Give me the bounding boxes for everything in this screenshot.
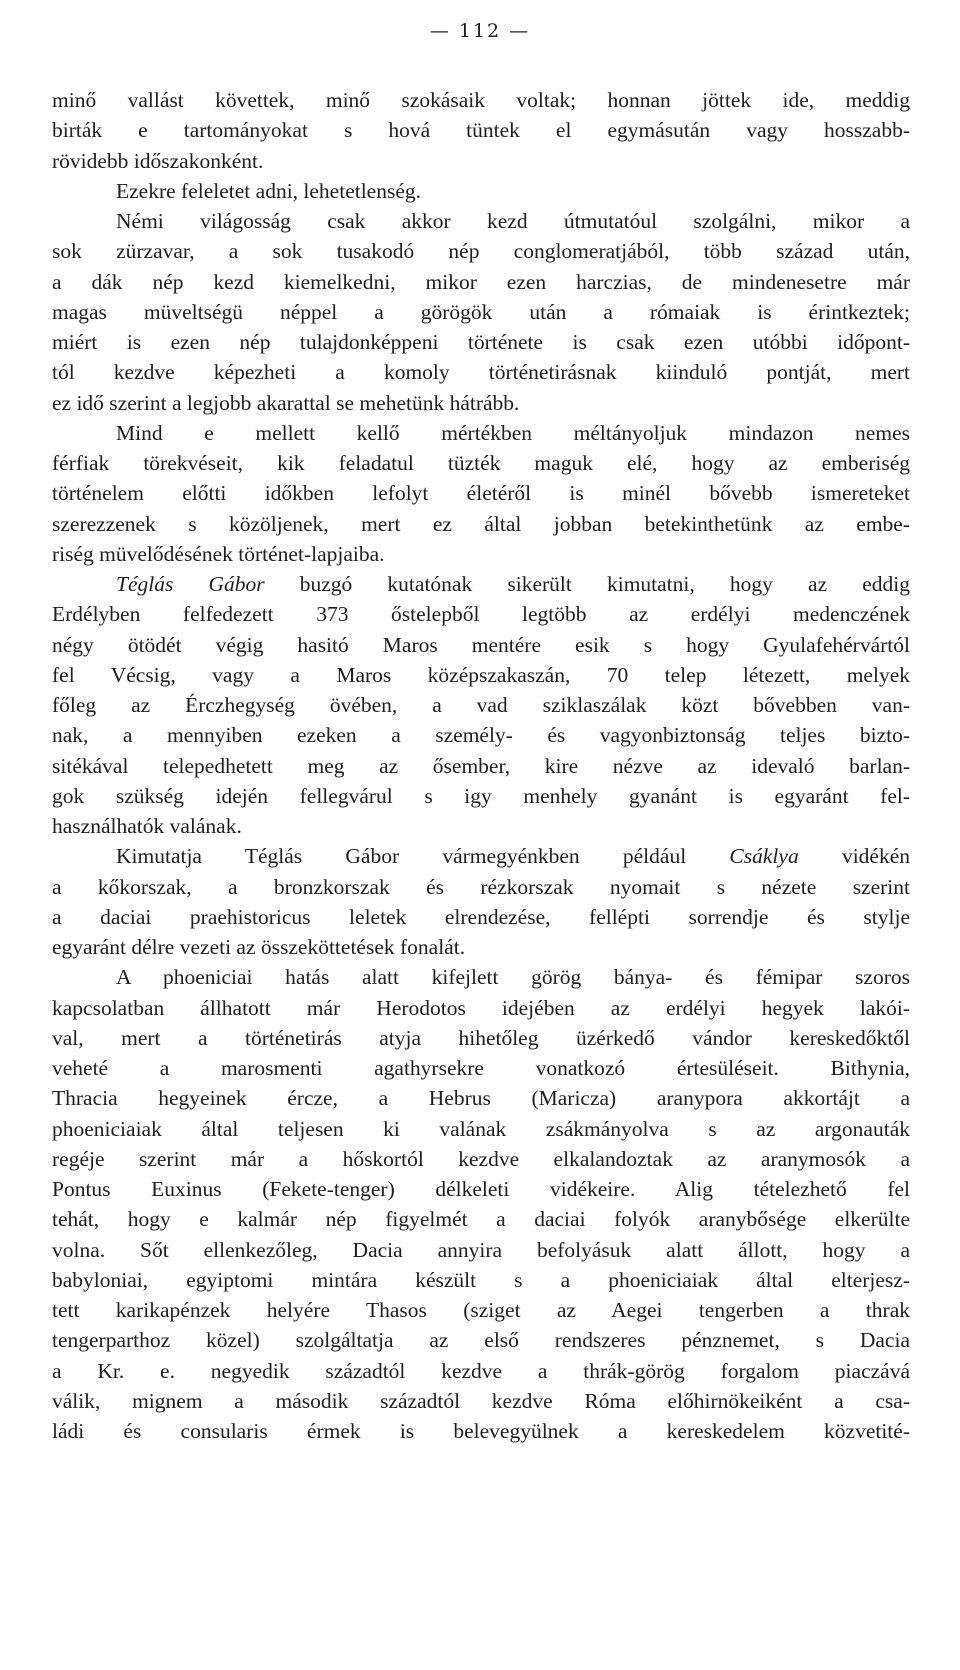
text-line: regéje szerint már a hőskortól kezdve elkalandoztak az aranymosók a xyxy=(52,1146,910,1171)
text-line: val, mert a történetirás atyja hihetőleg üzérkedő vándor kereskedőktől xyxy=(52,1025,910,1050)
text-line: nak, a mennyiben ezeken a személy- és vagyonbiztonság teljes bizto- xyxy=(52,723,910,748)
text-line: rövidebb időszakonként. xyxy=(52,148,264,173)
text-line: magas müveltségü néppel a görögök után a rómaiak is érintkeztek; xyxy=(52,299,910,324)
text-line: ez idő szerint a legjobb akarattal se mehetünk hátrább. xyxy=(52,390,520,415)
paragraph-2 xyxy=(52,176,910,206)
text-line: gok szükség idején fellegvárul s igy menhely gyanánt is egyaránt fel- xyxy=(52,783,910,808)
text-line: Mind e mellett kellő mértékben méltányoljuk mindazon nemes xyxy=(116,420,910,445)
text-line: Pontus Euxinus (Fekete-tenger) délkeleti vidékeire. Alig tételezhető fel xyxy=(52,1177,910,1201)
text-line: volna. Sőt ellenkezőleg, Dacia annyira befolyásuk alatt állott, hogy a xyxy=(52,1237,910,1262)
text-line: kapcsolatban állhatott már Herodotos idejében az erdélyi hegyek lakói- xyxy=(52,995,910,1020)
text-line: tett karikapénzek helyére Thasos (sziget az Aegei tengerben a thrak xyxy=(52,1298,910,1322)
text-line: egyaránt délre vezeti az összeköttetések fonalát. xyxy=(52,935,466,959)
text-fragment: Kimutatja Téglás Gábor vármegyénkben például xyxy=(116,844,730,869)
text-line: sok zürzavar, a sok tusakodó nép conglomeratjából, több század után, xyxy=(52,239,910,264)
body-text xyxy=(52,85,910,1446)
text-line: veheté a marosmenti agathyrsekre vonatkozó értesüléseit. Bithynia, xyxy=(52,1056,910,1080)
text-line: sitékával telepedhetett meg az ősember, kire nézve az idevaló barlan- xyxy=(52,753,910,778)
text-line: A phoeniciai hatás alatt kifejlett görög bánya- és fémipar szoros xyxy=(116,965,910,990)
text-line: használhatók valának. xyxy=(52,814,242,838)
italic-place-name: Csáklya xyxy=(729,844,799,869)
text-line: szerezzenek s közöljenek, mert ez által jobban betekinthetünk az embe- xyxy=(52,511,910,536)
italic-name: Téglás Gábor xyxy=(116,572,265,596)
text-line: tehát, hogy e kalmár nép figyelmét a daciai folyók aranybősége elkerülte xyxy=(52,1207,910,1232)
text-line: Némi világosság csak akkor kezd útmutatóul szolgálni, mikor a xyxy=(116,209,910,233)
text-line: válik, mignem a második századtól kezdve Róma előhirnökeiként a csa- xyxy=(52,1388,910,1413)
page-number: — 112 — xyxy=(429,20,531,42)
text-line: Erdélyben felfedezett 373 őstelepből legtöbb az erdélyi medenczének xyxy=(52,602,910,627)
text-line: birták e tartományokat s hová tüntek el egymásután vagy hosszabb- xyxy=(52,118,910,143)
text-line: tól kezdve képezheti a komoly történetirásnak kiinduló pontját, mert xyxy=(52,360,910,385)
text-line xyxy=(52,569,910,599)
text-line: férfiak törekvéseit, kik feladatul tüzték maguk elé, hogy az emberiség xyxy=(52,451,910,475)
text-line: történelem előtti időkben lefolyt életéről is minél bővebb ismereteket xyxy=(52,481,910,506)
text-line: riség müvelődésének történet-lapjaiba. xyxy=(52,541,385,566)
text-line: a kőkorszak, a bronzkorszak és rézkorszak nyomait s nézete szerint xyxy=(52,874,910,899)
paragraph-5 xyxy=(52,569,910,841)
text-line: miért is ezen nép tulajdonképpeni története is csak ezen utóbbi időpont- xyxy=(52,330,910,354)
text-line: tengerparthoz közel) szolgáltatja az első rendszeres pénznemet, s Dacia xyxy=(52,1328,910,1353)
text-line: Ezekre feleletet adni, lehetetlenség. xyxy=(116,178,422,203)
paragraph-1 xyxy=(52,85,910,176)
paragraph-7 xyxy=(52,962,910,1446)
text-fragment: vidékén xyxy=(798,844,911,869)
text-line: négy ötödét végig hasitó Maros mentére esik s hogy Gyulafehérvártól xyxy=(52,632,910,657)
text-line: a dák nép kezd kiemelkedni, mikor ezen harczias, de mindenesetre már xyxy=(52,269,910,294)
paragraph-3 xyxy=(52,206,910,418)
text-line: babyloniai, egyiptomi mintára készült s a phoeniciaiak által elterjesz- xyxy=(52,1267,910,1292)
text-line: ládi és consularis érmek is belevegyülnek a kereskedelem közvetité- xyxy=(52,1419,910,1443)
text-line: főleg az Érczhegység övében, a vad sziklaszálak közt bővebben van- xyxy=(52,693,910,717)
text-line: minő vallást követtek, minő szokásaik voltak; honnan jöttek ide, meddig xyxy=(52,88,910,112)
text-line: Thracia hegyeinek ércze, a Hebrus (Maricza) aranypora akkortájt a xyxy=(52,1086,910,1111)
text-line: a Kr. e. negyedik századtól kezdve a thrák-görög forgalom piaczává xyxy=(52,1358,910,1383)
text-line: a daciai praehistoricus leletek elrendezése, fellépti sorrendje és stylje xyxy=(52,904,910,929)
text-line: phoeniciaiak által teljesen ki valának zsákmányolva s az argonauták xyxy=(52,1116,910,1141)
paragraph-6 xyxy=(52,841,910,962)
text-fragment: buzgó kutatónak sikerült kimutatni, hogy az eddig xyxy=(264,572,911,596)
text-line xyxy=(52,841,910,871)
text-line: fel Vécsig, vagy a Maros középszakaszán, 70 telep létezett, melyek xyxy=(52,662,910,687)
paragraph-4 xyxy=(52,418,910,569)
